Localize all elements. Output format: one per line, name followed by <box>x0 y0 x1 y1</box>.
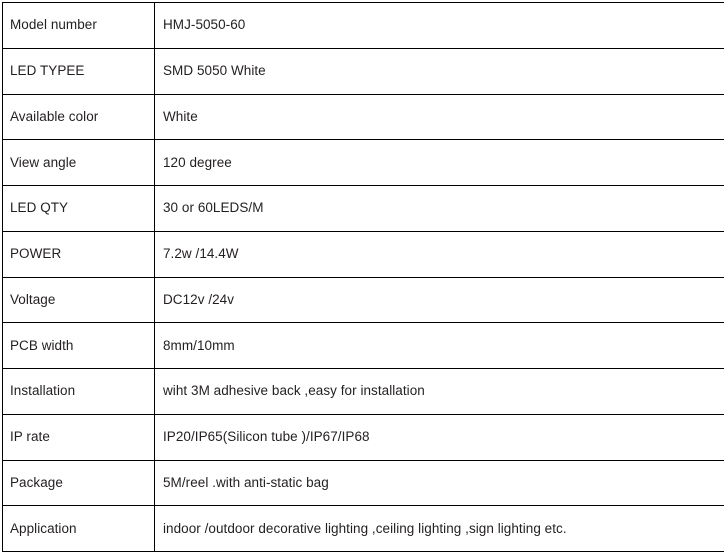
specification-table-container <box>2 2 716 551</box>
table-row <box>3 3 724 49</box>
spec-value-cell: White <box>155 94 724 140</box>
spec-label-cell: Application <box>3 506 155 552</box>
spec-label-cell: Available color <box>3 94 155 140</box>
table-row <box>3 506 724 552</box>
spec-label-cell: Model number <box>3 3 155 49</box>
spec-value-cell: DC12v /24v <box>155 277 724 323</box>
table-row <box>3 186 724 232</box>
table-row <box>3 277 724 323</box>
specification-table <box>2 2 724 552</box>
specification-table-body <box>3 3 724 552</box>
table-row <box>3 94 724 140</box>
spec-value-cell: IP20/IP65(Silicon tube )/IP67/IP68 <box>155 414 724 460</box>
spec-label-cell: Package <box>3 460 155 506</box>
spec-label-cell: Voltage <box>3 277 155 323</box>
table-row <box>3 369 724 415</box>
spec-value-cell: wiht 3M adhesive back ,easy for installation <box>155 369 724 415</box>
spec-value-cell: 120 degree <box>155 140 724 186</box>
spec-label-cell: PCB width <box>3 323 155 369</box>
spec-label-cell: View angle <box>3 140 155 186</box>
spec-label-cell: Installation <box>3 369 155 415</box>
table-row <box>3 48 724 94</box>
spec-value-cell: 30 or 60LEDS/M <box>155 186 724 232</box>
spec-value-cell: indoor /outdoor decorative lighting ,ceiling lighting ,sign lighting etc. <box>155 506 724 552</box>
spec-label-cell: LED QTY <box>3 186 155 232</box>
table-row <box>3 231 724 277</box>
spec-label-cell: LED TYPEE <box>3 48 155 94</box>
spec-value-cell: 7.2w /14.4W <box>155 231 724 277</box>
table-row <box>3 323 724 369</box>
spec-value-cell: 8mm/10mm <box>155 323 724 369</box>
table-row <box>3 460 724 506</box>
spec-value-cell: SMD 5050 White <box>155 48 724 94</box>
spec-value-cell: 5M/reel .with anti-static bag <box>155 460 724 506</box>
table-row <box>3 414 724 460</box>
table-row <box>3 140 724 186</box>
spec-label-cell: POWER <box>3 231 155 277</box>
spec-label-cell: IP rate <box>3 414 155 460</box>
spec-value-cell: HMJ-5050-60 <box>155 3 724 49</box>
